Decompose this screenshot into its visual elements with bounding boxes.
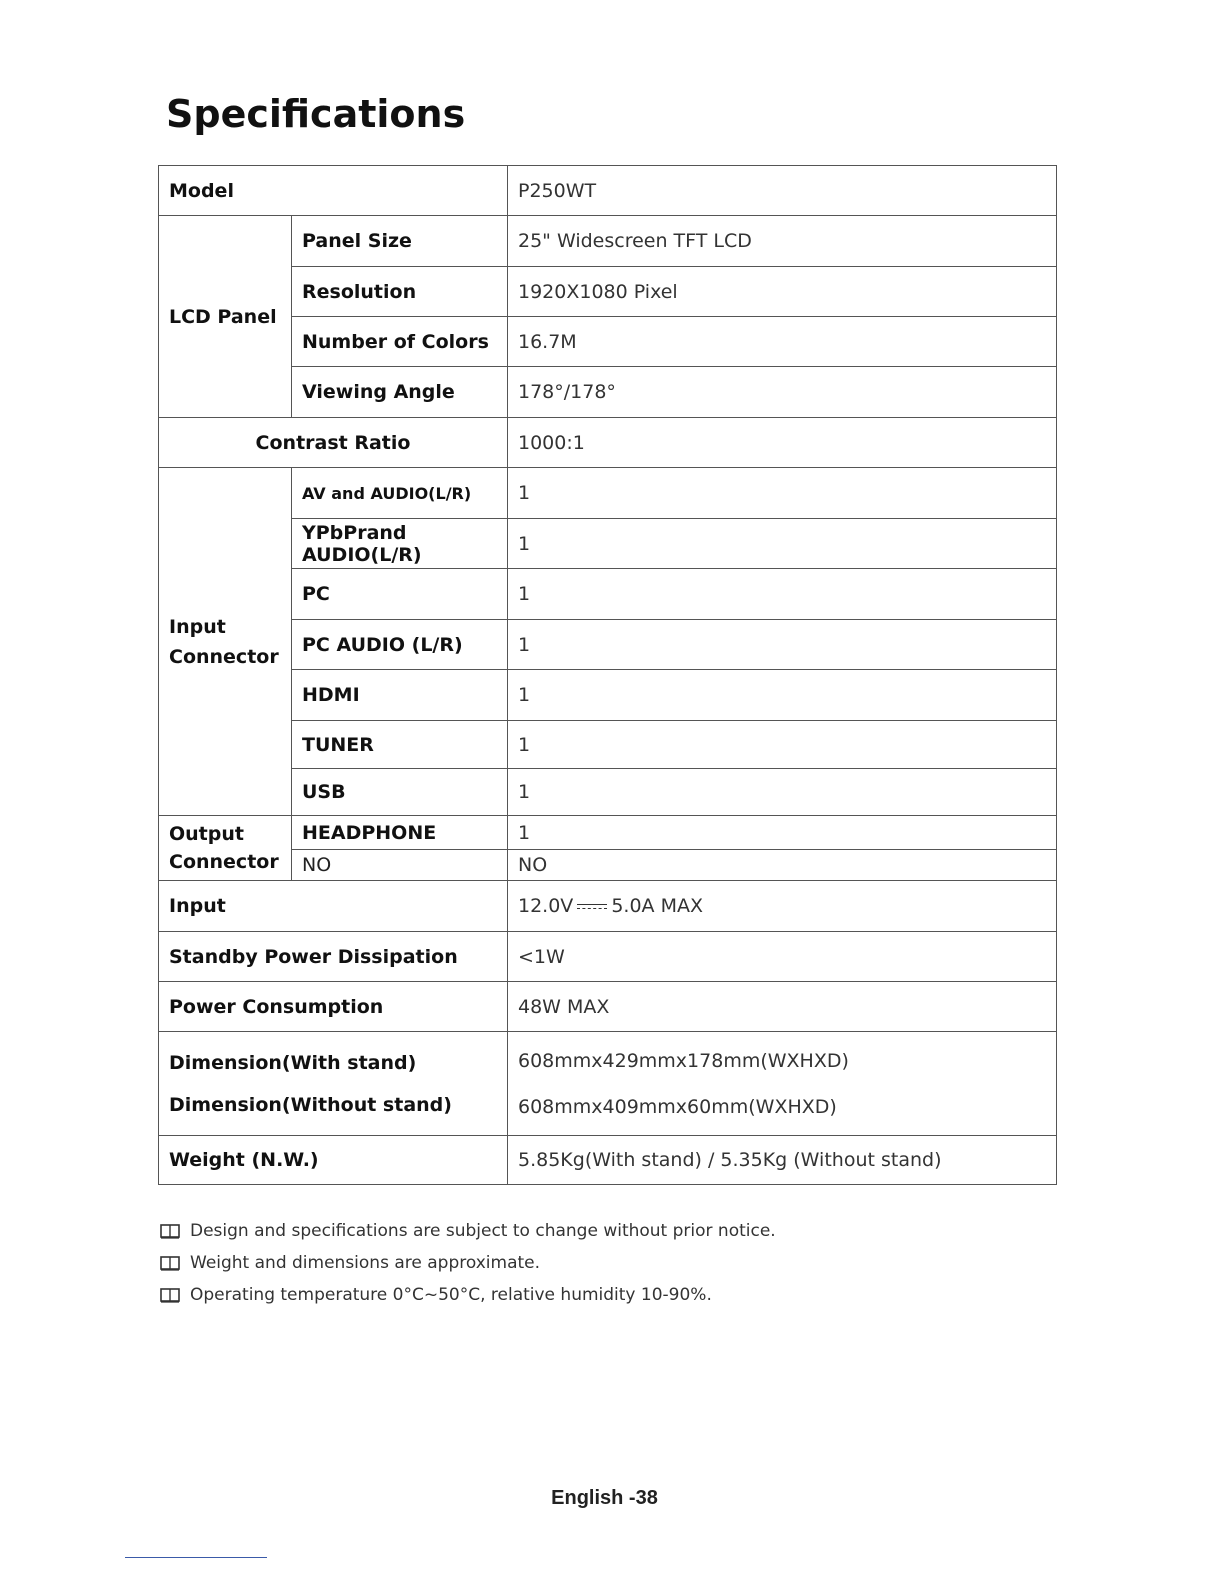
weight-value: 5.85Kg(With stand) / 5.35Kg (Without stand) xyxy=(508,1136,1057,1185)
tuner-value: 1 xyxy=(508,721,1057,769)
input-voltage: 12.0V xyxy=(518,895,574,917)
book-icon xyxy=(160,1256,180,1271)
input-current: 5.0A MAX xyxy=(611,895,703,917)
table-row xyxy=(159,721,1057,769)
page-number: English -38 xyxy=(551,1487,658,1509)
dimension-with-stand-value: 608mmx429mmx178mm(WXHXD) xyxy=(518,1049,849,1072)
weight-label: Weight (N.W.) xyxy=(159,1136,508,1185)
headphone-label: HEADPHONE xyxy=(292,816,508,850)
input-value xyxy=(508,881,1057,932)
note-item xyxy=(160,1215,776,1247)
pc-audio-value: 1 xyxy=(508,620,1057,670)
note-item xyxy=(160,1247,776,1279)
dimension-value xyxy=(508,1032,1057,1136)
colors-value: 16.7M xyxy=(508,317,1057,367)
hdmi-value: 1 xyxy=(508,670,1057,721)
power-consumption-label: Power Consumption xyxy=(159,982,508,1032)
table-row xyxy=(159,850,1057,881)
power-consumption-value: 48W MAX xyxy=(508,982,1057,1032)
input-connector-label xyxy=(159,468,292,816)
headphone-value: 1 xyxy=(508,816,1057,850)
table-row xyxy=(159,418,1057,468)
no-label: NO xyxy=(292,850,508,881)
notes-list xyxy=(160,1215,776,1311)
table-row xyxy=(159,932,1057,982)
av-audio-label: AV and AUDIO(L/R) xyxy=(292,468,508,519)
resolution-label: Resolution xyxy=(292,267,508,317)
model-label: Model xyxy=(159,166,508,216)
book-icon xyxy=(160,1224,180,1239)
dimension-with-stand-label: Dimension(With stand) xyxy=(169,1051,417,1074)
table-row xyxy=(159,317,1057,367)
page-footer xyxy=(0,1487,1224,1510)
usb-value: 1 xyxy=(508,769,1057,816)
table-row xyxy=(159,881,1057,932)
av-audio-value: 1 xyxy=(508,468,1057,519)
table-row xyxy=(159,816,1057,850)
ypbpr-audio-label: YPbPrand AUDIO(L/R) xyxy=(292,519,508,569)
page-title: Specifications xyxy=(166,92,466,136)
output-connector-line1: Output xyxy=(169,823,244,845)
resolution-value: 1920X1080 Pixel xyxy=(508,267,1057,317)
dimension-without-stand-value: 608mmx409mmx60mm(WXHXD) xyxy=(518,1095,837,1118)
contrast-ratio-label: Contrast Ratio xyxy=(159,418,508,468)
note-text: Design and specifications are subject to change without prior notice. xyxy=(190,1221,776,1241)
table-row xyxy=(159,1032,1057,1136)
table-row xyxy=(159,519,1057,569)
panel-size-value: 25" Widescreen TFT LCD xyxy=(508,216,1057,267)
divider xyxy=(125,1557,267,1558)
table-row xyxy=(159,569,1057,620)
dimension-without-stand-label: Dimension(Without stand) xyxy=(169,1093,452,1116)
contrast-ratio-value: 1000:1 xyxy=(508,418,1057,468)
table-row xyxy=(159,267,1057,317)
usb-label: USB xyxy=(292,769,508,816)
pc-audio-label: PC AUDIO (L/R) xyxy=(292,620,508,670)
lcd-panel-label: LCD Panel xyxy=(159,216,292,418)
hdmi-label: HDMI xyxy=(292,670,508,721)
dc-symbol-icon xyxy=(577,902,607,912)
table-row xyxy=(159,1136,1057,1185)
pc-value: 1 xyxy=(508,569,1057,620)
input-connector-line2: Connector xyxy=(169,645,279,668)
standby-power-value: <1W xyxy=(508,932,1057,982)
input-label: Input xyxy=(159,881,508,932)
viewing-angle-label: Viewing Angle xyxy=(292,367,508,418)
table-row xyxy=(159,216,1057,267)
tuner-label: TUNER xyxy=(292,721,508,769)
viewing-angle-value: 178°/178° xyxy=(508,367,1057,418)
table-row xyxy=(159,620,1057,670)
pc-label: PC xyxy=(292,569,508,620)
table-row xyxy=(159,769,1057,816)
model-value: P250WT xyxy=(508,166,1057,216)
table-row xyxy=(159,367,1057,418)
no-value: NO xyxy=(508,850,1057,881)
specifications-table xyxy=(158,165,1057,1185)
table-row xyxy=(159,982,1057,1032)
output-connector-label xyxy=(159,816,292,881)
dimension-label xyxy=(159,1032,508,1136)
note-text: Operating temperature 0°C~50°C, relative humidity 10-90%. xyxy=(190,1285,712,1305)
table-row xyxy=(159,166,1057,216)
note-item xyxy=(160,1279,776,1311)
table-row xyxy=(159,468,1057,519)
book-icon xyxy=(160,1288,180,1303)
panel-size-label: Panel Size xyxy=(292,216,508,267)
colors-label: Number of Colors xyxy=(292,317,508,367)
ypbpr-audio-value: 1 xyxy=(508,519,1057,569)
output-connector-line2: Connector xyxy=(169,851,279,873)
table-row xyxy=(159,670,1057,721)
input-connector-line1: Input xyxy=(169,615,226,638)
standby-power-label: Standby Power Dissipation xyxy=(159,932,508,982)
note-text: Weight and dimensions are approximate. xyxy=(190,1253,541,1273)
